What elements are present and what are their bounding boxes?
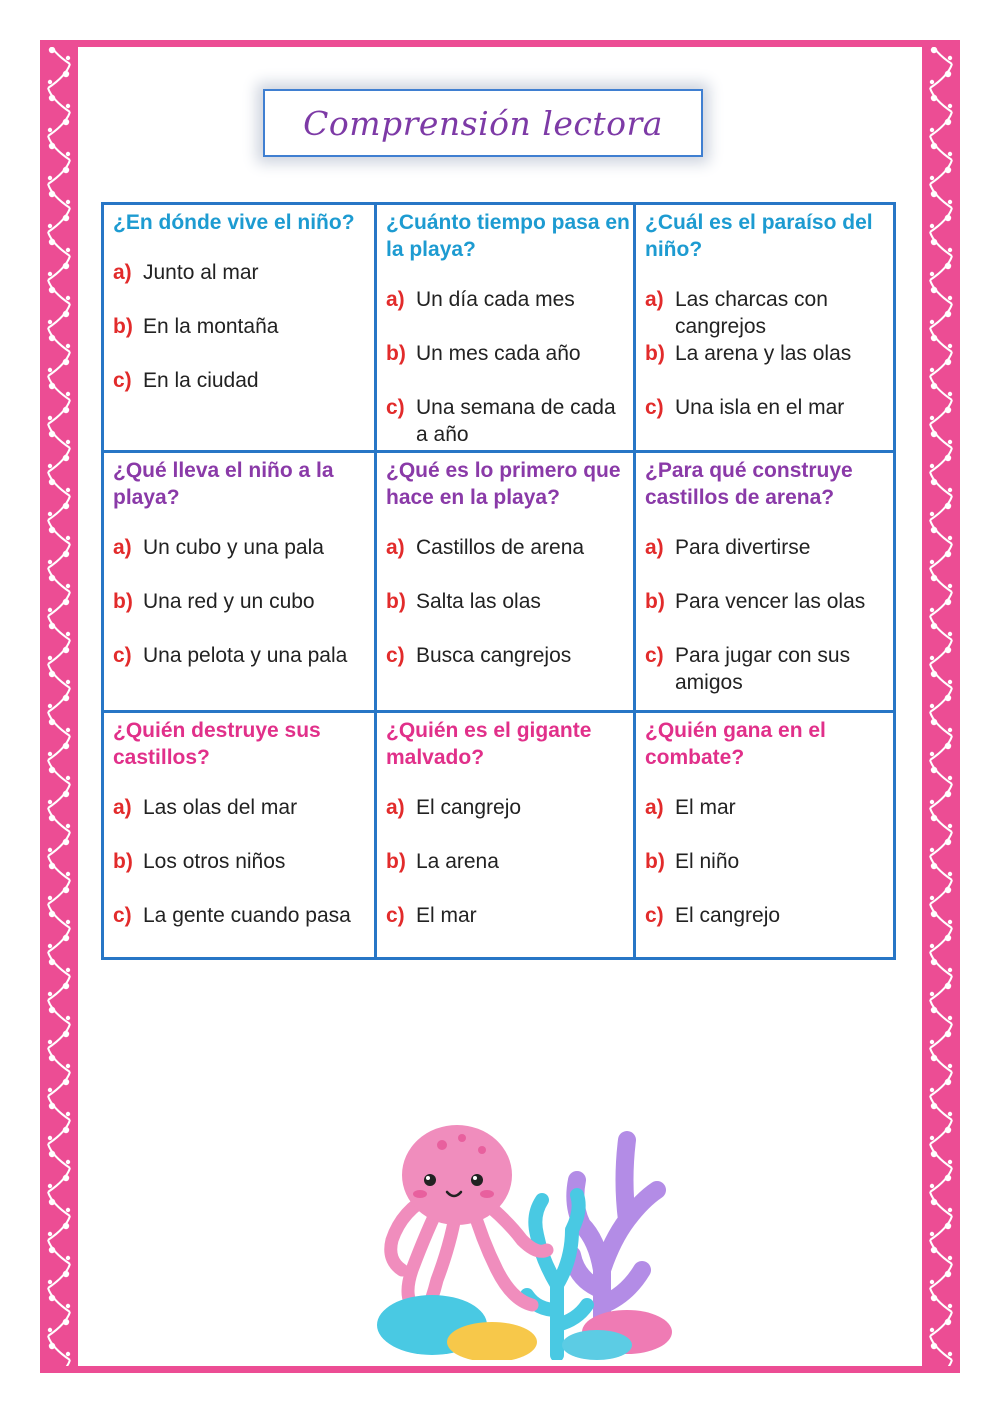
question-text: ¿En dónde vive el niño? — [113, 211, 355, 234]
option-letter: b) — [386, 850, 406, 873]
answer-option[interactable] — [386, 286, 633, 340]
answer-option[interactable] — [645, 848, 893, 902]
answer-option[interactable] — [645, 340, 893, 394]
option-text: Salta las olas — [416, 590, 541, 613]
option-letter: c) — [386, 396, 405, 419]
option-text: La arena y las olas — [675, 342, 852, 365]
option-letter: b) — [386, 590, 406, 613]
option-letter: b) — [645, 342, 665, 365]
answer-option[interactable] — [386, 642, 633, 696]
option-letter: c) — [386, 904, 405, 927]
answer-option[interactable] — [113, 313, 374, 367]
title-box — [263, 89, 703, 157]
question-text: ¿Qué lleva el niño a la playa? — [113, 459, 334, 509]
question-cell — [636, 453, 893, 713]
option-letter: a) — [645, 536, 664, 559]
question-cell — [377, 713, 636, 957]
question-text: ¿Cuánto tiempo pasa en la playa? — [386, 211, 630, 261]
answer-option[interactable] — [113, 794, 374, 848]
answer-option[interactable] — [645, 642, 893, 696]
question-cell — [104, 205, 377, 453]
option-text: Un mes cada año — [416, 342, 581, 365]
option-text: Para jugar con sus amigos — [675, 644, 851, 694]
option-letter: b) — [113, 315, 133, 338]
page-title: Comprensión lectora — [303, 103, 663, 143]
option-text: Un día cada mes — [416, 288, 575, 311]
option-letter: c) — [645, 904, 664, 927]
answer-option[interactable] — [386, 588, 633, 642]
option-text: En la montaña — [143, 315, 279, 338]
right-decorative-border — [922, 40, 960, 1373]
question-text: ¿Quién gana en el combate? — [645, 719, 826, 769]
answer-option[interactable] — [113, 534, 374, 588]
option-text: Junto al mar — [143, 261, 259, 284]
option-text: Busca cangrejos — [416, 644, 572, 667]
option-text: La gente cuando pasa — [143, 904, 351, 927]
option-letter: c) — [113, 369, 132, 392]
answer-option[interactable] — [645, 794, 893, 848]
option-text: Una red y un cubo — [143, 590, 315, 613]
top-decorative-border — [40, 40, 960, 47]
answer-option[interactable] — [386, 340, 633, 394]
answer-option[interactable] — [645, 534, 893, 588]
option-letter: c) — [386, 644, 405, 667]
option-text: Una isla en el mar — [675, 396, 845, 419]
answer-option[interactable] — [645, 286, 893, 340]
answer-option[interactable] — [386, 394, 633, 448]
answer-option[interactable] — [113, 259, 374, 313]
option-text: Las olas del mar — [143, 796, 298, 819]
option-text: La arena — [416, 850, 499, 873]
question-cell — [636, 205, 893, 453]
question-cell — [104, 713, 377, 957]
question-cell — [377, 453, 636, 713]
option-text: Los otros niños — [143, 850, 286, 873]
answer-option[interactable] — [386, 794, 633, 848]
option-text: El cangrejo — [416, 796, 522, 819]
option-text: El mar — [416, 904, 477, 927]
option-text: Para vencer las olas — [675, 590, 866, 613]
option-letter: a) — [113, 261, 132, 284]
option-text: Una pelota y una pala — [143, 644, 348, 667]
option-text: El cangrejo — [675, 904, 781, 927]
option-letter: a) — [386, 288, 405, 311]
option-letter: a) — [113, 796, 132, 819]
option-letter: a) — [386, 536, 405, 559]
option-text: En la ciudad — [143, 369, 259, 392]
option-text: Castillos de arena — [416, 536, 585, 559]
question-text: ¿Quién es el gigante malvado? — [386, 719, 592, 769]
option-letter: b) — [113, 590, 133, 613]
option-letter: a) — [645, 796, 664, 819]
question-cell — [104, 453, 377, 713]
option-letter: c) — [113, 644, 132, 667]
option-letter: c) — [645, 396, 664, 419]
option-letter: c) — [113, 904, 132, 927]
answer-option[interactable] — [386, 848, 633, 902]
option-letter: c) — [645, 644, 664, 667]
option-letter: b) — [386, 342, 406, 365]
option-letter: a) — [386, 796, 405, 819]
question-text: ¿Cuál es el paraíso del niño? — [645, 211, 873, 261]
option-text: El mar — [675, 796, 736, 819]
answer-option[interactable] — [113, 848, 374, 902]
sea-illustration — [372, 1120, 702, 1360]
answer-option[interactable] — [113, 902, 374, 956]
option-text: Una semana de cada a año — [416, 396, 616, 446]
option-text: Un cubo y una pala — [143, 536, 324, 559]
option-letter: a) — [645, 288, 664, 311]
option-letter: b) — [113, 850, 133, 873]
question-text: ¿Para qué construye castillos de arena? — [645, 459, 853, 509]
answer-option[interactable] — [113, 588, 374, 642]
option-letter: a) — [113, 536, 132, 559]
question-text: ¿Quién destruye sus castillos? — [113, 719, 321, 769]
answer-option[interactable] — [386, 534, 633, 588]
vine-pattern-right — [922, 40, 960, 1373]
bottom-decorative-border — [40, 1366, 960, 1373]
answer-option[interactable] — [386, 902, 633, 956]
left-decorative-border — [40, 40, 78, 1373]
answer-option[interactable] — [645, 588, 893, 642]
option-letter: b) — [645, 850, 665, 873]
question-cell — [377, 205, 636, 453]
answer-option[interactable] — [113, 367, 374, 421]
option-text: Para divertirse — [675, 536, 811, 559]
option-text: El niño — [675, 850, 740, 873]
answer-option[interactable] — [645, 902, 893, 956]
vine-pattern-left — [40, 40, 78, 1373]
question-grid — [101, 202, 896, 960]
answer-option[interactable] — [645, 394, 893, 448]
option-text: Las charcas con cangrejos — [675, 288, 828, 338]
question-text: ¿Qué es lo primero que hace en la playa? — [386, 459, 621, 509]
answer-option[interactable] — [113, 642, 374, 696]
option-letter: b) — [645, 590, 665, 613]
question-cell — [636, 713, 893, 957]
